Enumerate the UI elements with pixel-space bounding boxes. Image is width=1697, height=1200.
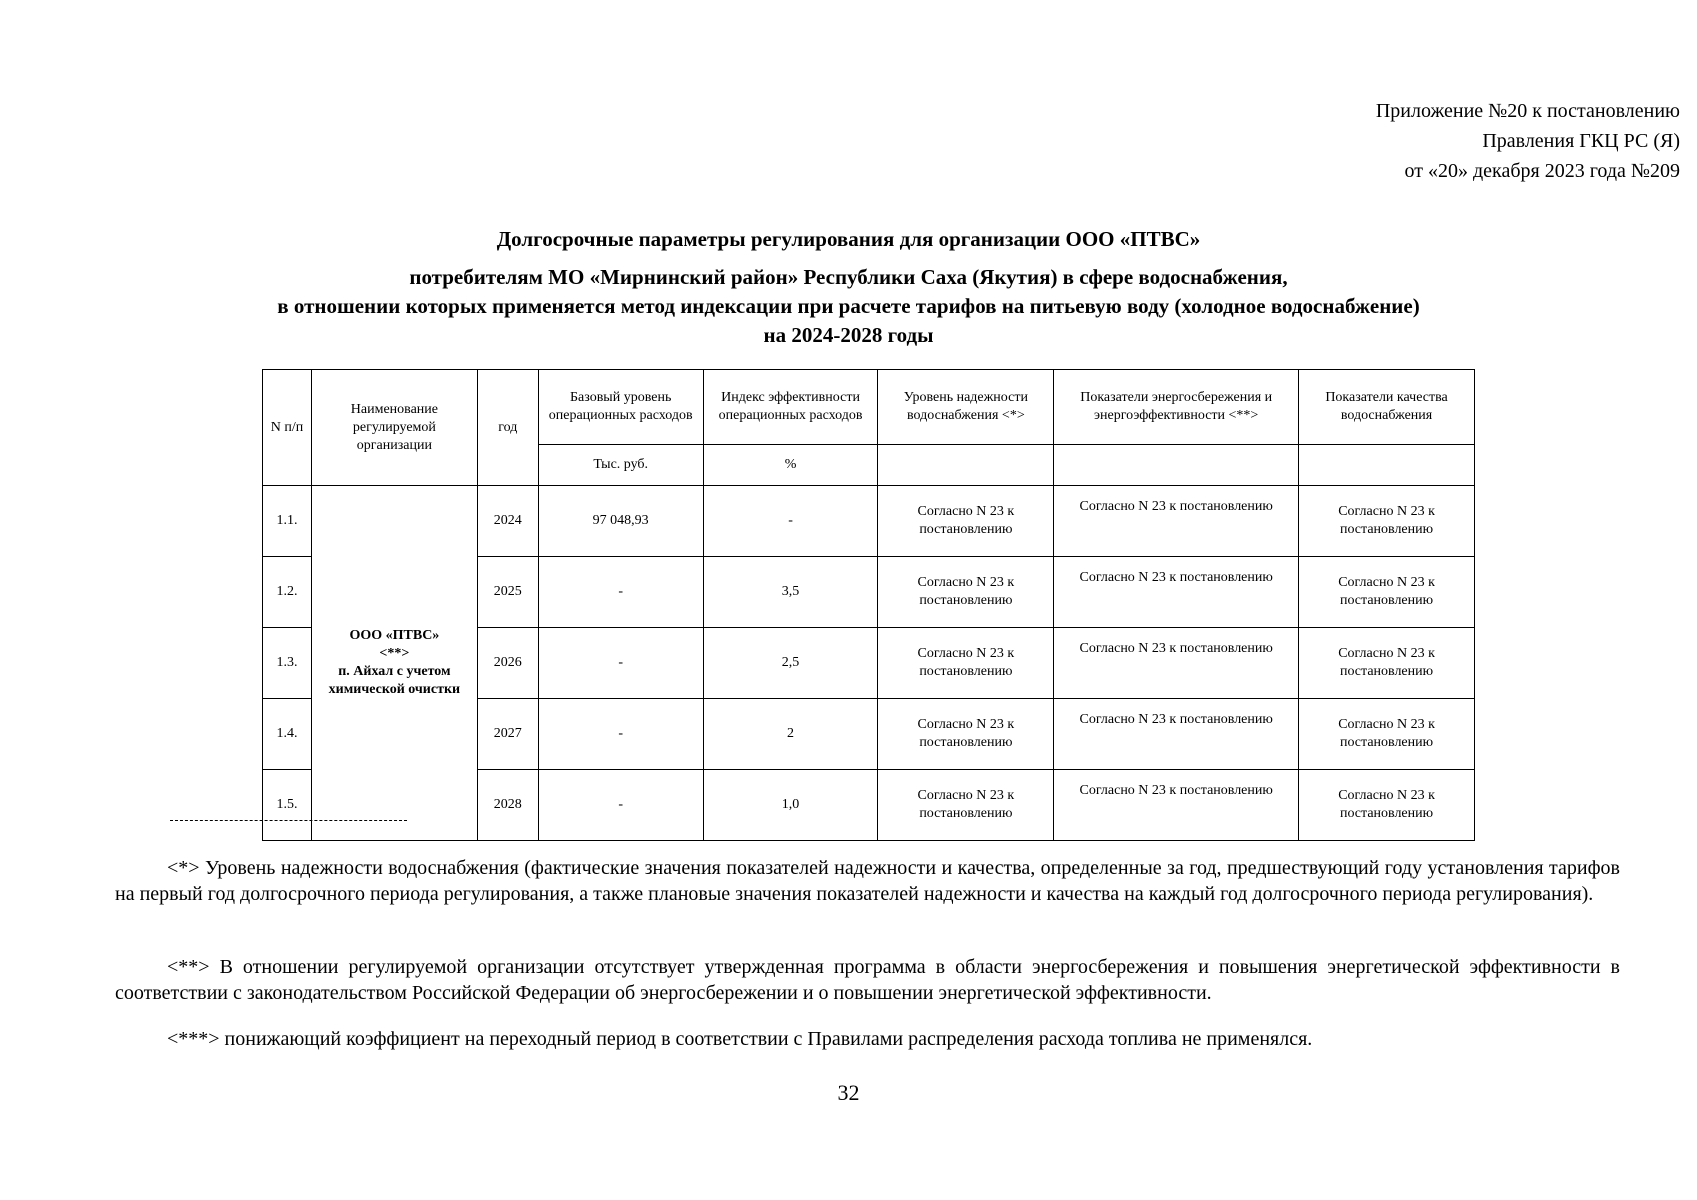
footnote-separator xyxy=(170,820,407,821)
header-org: Наименование регулируемой организации xyxy=(311,370,477,486)
row-index: 2 xyxy=(703,699,878,770)
footnote-1: <*> Уровень надежности водоснабжения (фактические значения показателей надежности и качества, определенные за год, предшествующий году установления тарифов на первый год долгосрочного периода регулирования, а также плановые значения показателей надежности и качества на каждый год долгосрочного периода регулирования). xyxy=(115,857,1620,905)
row-energy: Согласно N 23 к постановлению xyxy=(1054,486,1299,557)
org-location: п. Айхал с учетом химической очистки xyxy=(328,664,461,697)
table-header-row xyxy=(263,370,1475,445)
row-index: - xyxy=(703,486,878,557)
row-year: 2025 xyxy=(477,557,538,628)
row-reliability: Согласно N 23 к постановлению xyxy=(878,486,1054,557)
row-base: - xyxy=(538,557,703,628)
table-row xyxy=(263,486,1475,557)
regulation-parameters-table xyxy=(262,369,1475,841)
header-year: год xyxy=(477,370,538,486)
row-year: 2024 xyxy=(477,486,538,557)
appendix-reference xyxy=(1376,96,1680,186)
appendix-line-3: от «20» декабря 2023 года №209 xyxy=(1404,160,1680,182)
row-energy: Согласно N 23 к постановлению xyxy=(1054,557,1299,628)
header-base-expenses: Базовый уровень операционных расходов xyxy=(538,370,703,445)
document-title xyxy=(0,224,1697,350)
header-num: N п/п xyxy=(263,370,312,486)
row-year: 2026 xyxy=(477,628,538,699)
row-num: 1.1. xyxy=(263,486,312,557)
row-reliability: Согласно N 23 к постановлению xyxy=(878,699,1054,770)
row-energy: Согласно N 23 к постановлению xyxy=(1054,699,1299,770)
row-reliability: Согласно N 23 к постановлению xyxy=(878,628,1054,699)
row-index: 3,5 xyxy=(703,557,878,628)
title-line-4: на 2024-2028 годы xyxy=(763,323,934,347)
row-num: 1.2. xyxy=(263,557,312,628)
header-reliability: Уровень надежности водоснабжения <*> xyxy=(878,370,1054,445)
row-quality: Согласно N 23 к постановлению xyxy=(1299,770,1475,841)
row-reliability: Согласно N 23 к постановлению xyxy=(878,557,1054,628)
row-index: 1,0 xyxy=(703,770,878,841)
org-footnote-mark: <**> xyxy=(379,646,410,661)
row-num: 1.3. xyxy=(263,628,312,699)
footnote-2: <**> В отношении регулируемой организации отсутствует утвержденная программа в области энергосбережения и повышения энергетической эффективности в соответствии с законодательством Российской Федерации об энергосбережении и о повышении энергетической эффективности. xyxy=(115,956,1620,1004)
header-energy-saving: Показатели энергосбережения и энергоэффективности <**> xyxy=(1054,370,1299,445)
organization-cell xyxy=(311,486,477,841)
row-quality: Согласно N 23 к постановлению xyxy=(1299,557,1475,628)
header-quality: Показатели качества водоснабжения xyxy=(1299,370,1475,445)
row-quality: Согласно N 23 к постановлению xyxy=(1299,628,1475,699)
row-year: 2028 xyxy=(477,770,538,841)
row-base: - xyxy=(538,699,703,770)
footnote-3: <***> понижающий коэффициент на переходный период в соответствии с Правилами распределения расхода топлива не применялся. xyxy=(167,1028,1313,1050)
row-base: 97 048,93 xyxy=(538,486,703,557)
unit-reliability-empty xyxy=(878,445,1054,486)
unit-quality-empty xyxy=(1299,445,1475,486)
unit-base: Тыс. руб. xyxy=(538,445,703,486)
row-num: 1.5. xyxy=(263,770,312,841)
appendix-line-2: Правления ГКЦ РС (Я) xyxy=(1482,130,1680,152)
appendix-line-1: Приложение №20 к постановлению xyxy=(1375,100,1680,122)
row-base: - xyxy=(538,770,703,841)
row-quality: Согласно N 23 к постановлению xyxy=(1299,699,1475,770)
row-base: - xyxy=(538,628,703,699)
row-energy: Согласно N 23 к постановлению xyxy=(1054,770,1299,841)
title-line-3: в отношении которых применяется метод индексации при расчете тарифов на питьевую воду (холодное водоснабжение) xyxy=(277,294,1420,318)
row-quality: Согласно N 23 к постановлению xyxy=(1299,486,1475,557)
title-line-2: потребителям МО «Мирнинский район» Республики Саха (Якутия) в сфере водоснабжения, xyxy=(409,265,1288,289)
row-reliability: Согласно N 23 к постановлению xyxy=(878,770,1054,841)
row-energy: Согласно N 23 к постановлению xyxy=(1054,628,1299,699)
unit-index: % xyxy=(703,445,878,486)
page-number: 32 xyxy=(837,1080,860,1105)
org-name: ООО «ПТВС» xyxy=(349,628,440,643)
title-line-1: Долгосрочные параметры регулирования для организации ООО «ПТВС» xyxy=(496,227,1201,251)
row-index: 2,5 xyxy=(703,628,878,699)
unit-energy-empty xyxy=(1054,445,1299,486)
row-num: 1.4. xyxy=(263,699,312,770)
header-efficiency-index: Индекс эффективности операционных расходов xyxy=(703,370,878,445)
row-year: 2027 xyxy=(477,699,538,770)
